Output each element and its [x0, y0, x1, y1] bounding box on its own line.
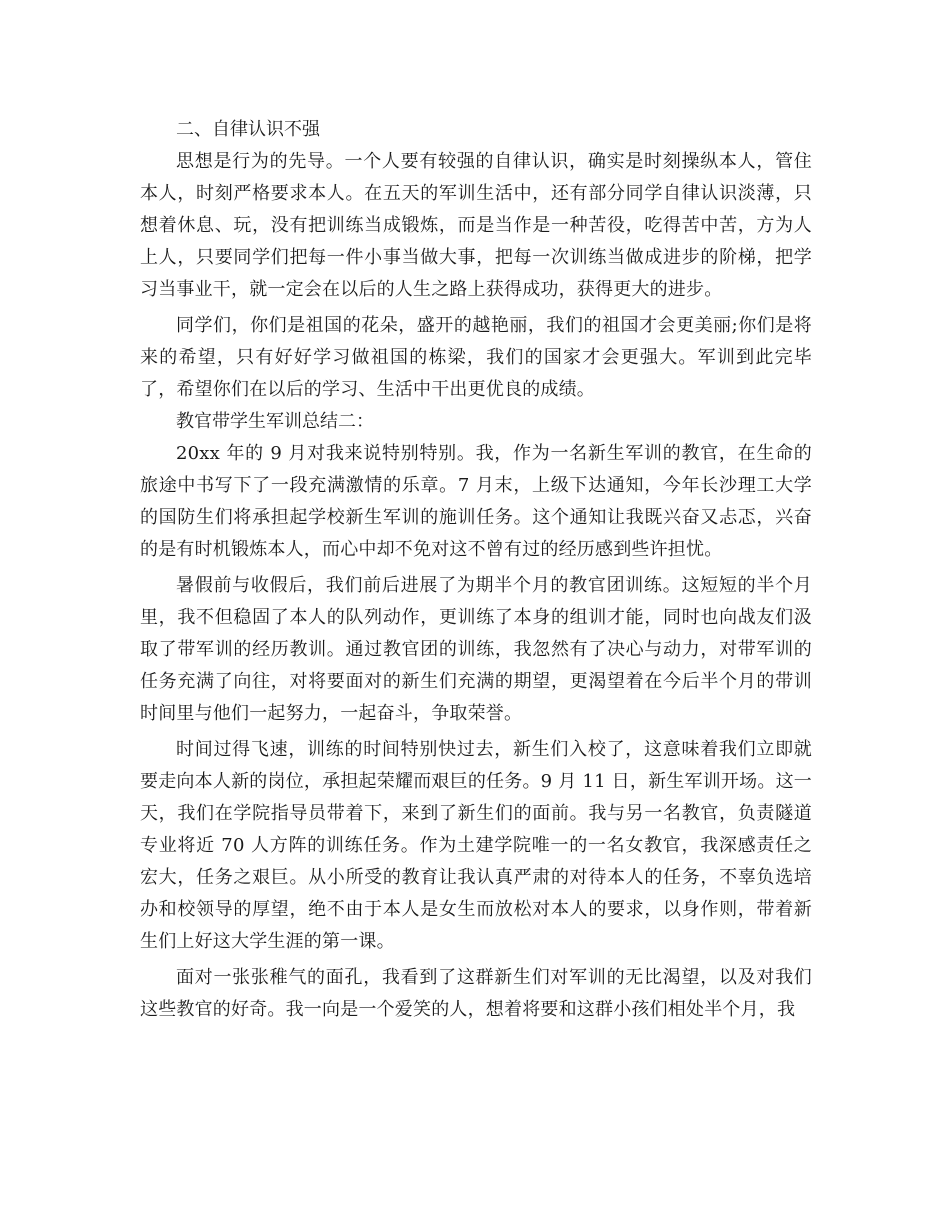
document-page — [140, 114, 812, 1026]
paragraph: 面对一张张稚气的面孔，我看到了这群新生们对军训的无比渴望，以及对我们这些教官的好奇。我一向是一个爱笑的人，想着将要和这群小孩们相处半个月，我 — [140, 967, 812, 1020]
subtitle: 教官带学生军训总结二： — [176, 411, 374, 432]
paragraph: 时间过得飞速，训练的时间特别快过去，新生们入校了，这意味着我们立即就要走向本人新的岗位，承担起荣耀而艰巨的任务。9 月 11 日，新生军训开场。这一天，我们在学院指导员带着下，来到了新生们的面前。我与另一名教官，负责隧道专业将近 70 人方阵的训练任务。作为土建学院唯一的一名女教官，我深感责任之宏大，任务之艰巨。从小所受的教育让我认真严肃的对待本人的任务，不辜负选培办和校领导的厚望，绝不由于本人是女生而放松对本人的要求，以身作则，带着新生们上好这大学生涯的第一课。 — [140, 739, 812, 952]
paragraph: 暑假前与收假后，我们前后进展了为期半个月的教官团训练。这短短的半个月里，我不但稳固了本人的队列动作，更训练了本身的组训才能，同时也向战友们汲取了带军训的经历教训。通过教官团的训练，我忽然有了决心与动力，对带军训的任务充满了向往，对将要面对的新生们充满的期望，更渴望着在今后半个月的带训时间里与他们一起努力，一起奋斗，争取荣誉。 — [140, 575, 812, 724]
section-heading: 二、自律认识不强 — [176, 119, 320, 140]
paragraph: 思想是行为的先导。一个人要有较强的自律认识，确实是时刻操纵本人，管住本人，时刻严格要求本人。在五天的军训生活中，还有部分同学自律认识淡薄，只想着休息、玩，没有把训练当成锻炼，而是当作是一种苦役，吃得苦中苦，方为人上人，只要同学们把每一件小事当做大事，把每一次训练当做成进步的阶梯，把学习当事业干，就一定会在以后的人生之路上获得成功，获得更大的进步。 — [140, 151, 812, 300]
paragraph: 20xx 年的 9 月对我来说特别特别。我，作为一名新生军训的教官，在生命的旅途中书写下了一段充满激情的乐章。7 月末，上级下达通知，今年长沙理工大学的国防生们将承担起学校新生军训的施训任务。这个通知让我既兴奋又忐忑，兴奋的是有时机锻炼本人，而心中却不免对这不曾有过的经历感到些许担忧。 — [140, 443, 812, 560]
paragraph: 同学们，你们是祖国的花朵，盛开的越艳丽，我们的祖国才会更美丽;你们是将来的希望，只有好好学习做祖国的栋梁，我们的国家才会更强大。军训到此完毕了，希望你们在以后的学习、生活中干出更优良的成绩。 — [140, 315, 812, 400]
